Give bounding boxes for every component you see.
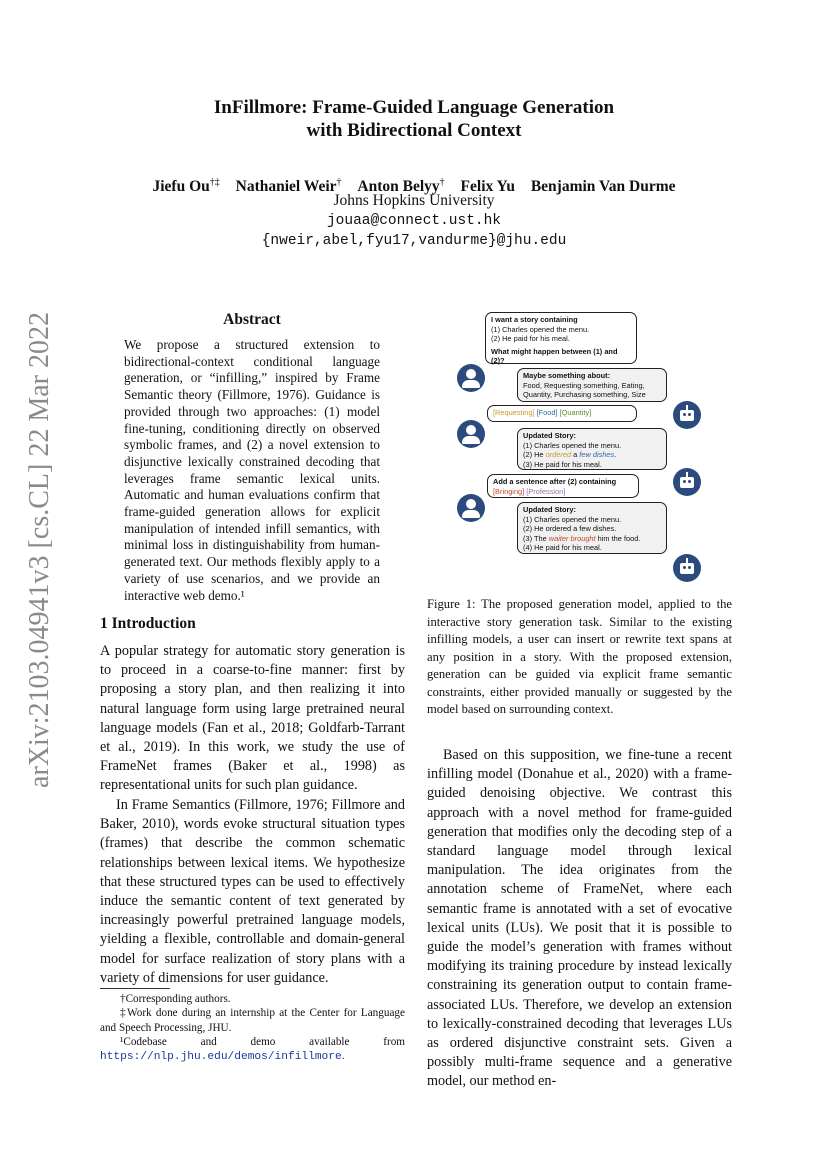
user-bubble-add-sentence: Add a sentence after (2) containing [Bringing] [Profession] xyxy=(487,474,639,498)
email-primary: jouaa@connect.ust.hk xyxy=(326,213,502,229)
intro-paragraph-2: In Frame Semantics (Fillmore, 1976; Fillmore and Baker, 2010), words evoke structural situation types (frames) that describe the common schematic relationships between lexical items. We hypothesize that these structured types can be used to effectively induce the semantic content of text generated by increasingly powerful pretrained language models, yielding a flexible, controllable and domain-general model for surface realization of story plans with a variety of dimensions for user guidance. xyxy=(100,797,405,986)
abstract-body: We propose a structured extension to bidirectional-context conditional language generation, or “infilling,” inspired by Frame Semantic theory (Fillmore, 1976). Guidance is provided through two approaches: (1) model fine-tuning, conditioning directly on observed symbolic frames, and (2) a novel extension to disjunctive lexically constrained decoding that leverages frame semantic lexical units. Automatic and human evaluations confirm that frame-guided generation allows for explicit manipulation of intended infill semantics, with minimal loss in distinguishability from human-generated text. Our methods flexibly apply to a variety of use scenarios, and we provide an interactive web demo.¹ xyxy=(124,337,380,603)
robot-icon xyxy=(673,554,701,582)
right-column-paragraph: Based on this supposition, we fine-tune a recent infilling model (Donahue et al., 2020) with a frame-guided denoising objective. We contrast this approach with a novel method for frame-guided generation that modifies only the decoding step of a standard language model through lexical manipulation. The idea originates from the annotation scheme of FrameNet, where each semantic frame is annotated with a set of evocative lexical units (LUs). We posit that it is possible to guide the model’s generation with frames without modifying its training procedure by instead lexically constraining its generation output to contain frame-associated LUs. Therefore, we develop an extension to lexically-constrained decoding that leverages LUs as ordered disjunctive constraint sets. Given a possibly multi-frame sequence and a generative model, our method en- xyxy=(427,747,732,1090)
user-bubble-frames: [Requesting] [Food] [Quantity] xyxy=(487,405,637,422)
author: Anton Belyy† xyxy=(357,177,445,196)
arxiv-sidebar xyxy=(10,312,70,788)
robot-icon xyxy=(673,401,701,429)
author: Benjamin Van Durme xyxy=(530,178,676,196)
footnotes xyxy=(100,992,405,1064)
figure-1 xyxy=(455,308,707,584)
paper-title-line1: InFillmore: Frame-Guided Language Generation xyxy=(213,97,615,118)
model-bubble-final-story: Updated Story: (1) Charles opened the menu. (2) He ordered a few dishes. (3) The waiter brought him the food. (4) He paid for his meal. xyxy=(517,502,667,554)
robot-icon xyxy=(673,468,701,496)
section-heading-introduction: 1 Introduction xyxy=(100,615,196,632)
footnote-internship: ‡Work done during an internship at the Center for Language and Speech Processing, JHU. xyxy=(100,1007,405,1034)
demo-link[interactable]: https://nlp.jhu.edu/demos/infillmore xyxy=(100,1051,342,1064)
model-bubble-suggestion: Maybe something about: Food, Requesting something, Eating, Quantity, Purchasing something, Size xyxy=(517,368,667,402)
footnote-corresponding: †Corresponding authors. xyxy=(120,993,231,1005)
paper-title-line2: with Bidirectional Context xyxy=(306,120,522,141)
email-group: {nweir,abel,fyu17,vandurme}@jhu.edu xyxy=(261,233,567,249)
user-bubble-request: I want a story containing (1) Charles opened the menu. (2) He paid for his meal. What might happen between (1) and (2)? xyxy=(485,312,637,364)
arxiv-identifier: arXiv:2103.04941v3 [cs.CL] 22 Mar 2022 xyxy=(24,312,55,788)
user-avatar-icon xyxy=(457,364,485,392)
footnote-codebase: ¹Codebase and demo available from https://nlp.jhu.edu/demos/infillmore. xyxy=(100,1035,405,1064)
author: Felix Yu xyxy=(460,178,515,196)
footnote-rule xyxy=(100,988,170,989)
intro-paragraph-1: A popular strategy for automatic story generation is to proceed in a coarse-to-fine manner: first by proposing a story plan, and then realizing it into natural language form using large pretrained neural language models (Fan et al., 2018; Goldfarb-Tarrant et al., 2019). In this work, we study the use of FrameNet frames (Baker et al., 1998) as representational units for such plan guidance. xyxy=(100,643,405,794)
author: Jiefu Ou†‡ xyxy=(152,177,220,196)
affiliation: Johns Hopkins University xyxy=(333,192,495,209)
abstract-heading: Abstract xyxy=(223,311,281,328)
figure-caption: Figure 1: The proposed generation model, applied to the interactive story generation task. Similar to the existing infilling models, a user can insert or rewrite text spans at any position in a story. With the proposed extension, generation can be guided via explicit frame semantic constraints, either provided manually or suggested by the model based on surrounding context. xyxy=(427,597,732,716)
author: Nathaniel Weir† xyxy=(235,177,342,196)
user-avatar-icon xyxy=(457,494,485,522)
user-avatar-icon xyxy=(457,420,485,448)
model-bubble-updated-story: Updated Story: (1) Charles opened the menu. (2) He ordered a few dishes. (3) He paid for his meal. xyxy=(517,428,667,470)
